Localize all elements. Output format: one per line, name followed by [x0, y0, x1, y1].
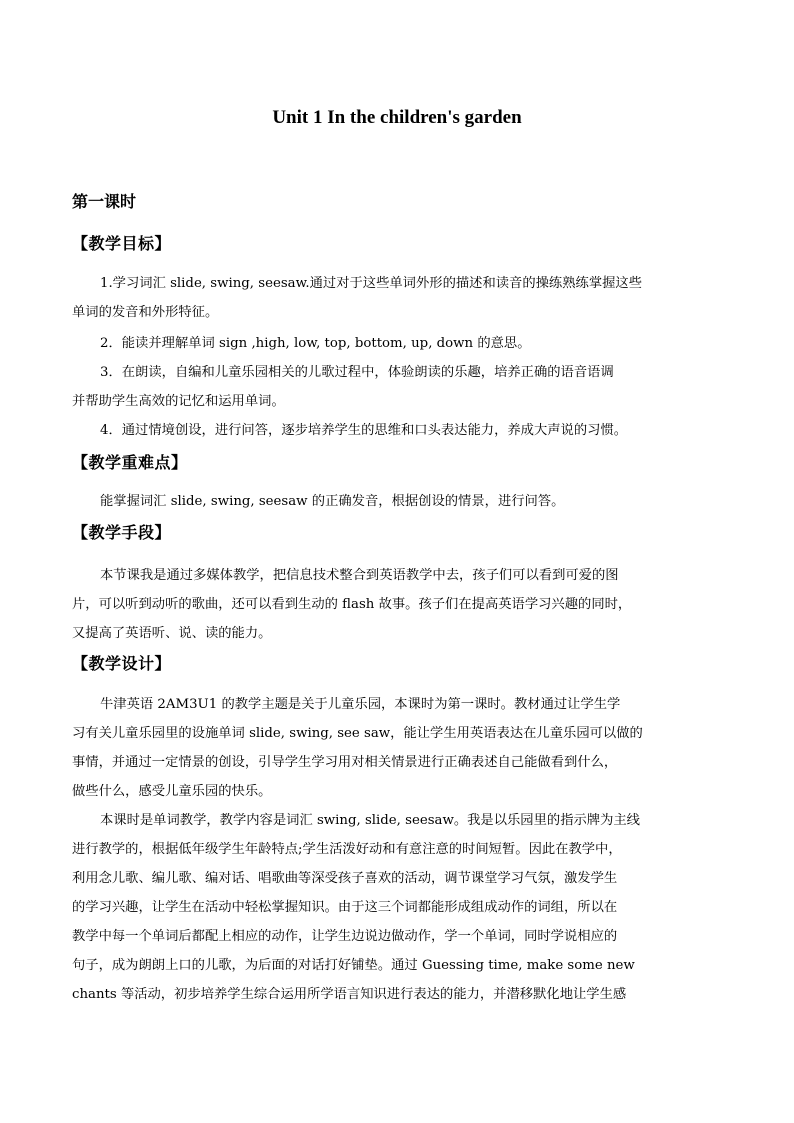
section-heading-methods: 【教学手段】	[72, 523, 172, 542]
text-line: 的学习兴趣，让学生在活动中轻松掌握知识。由于这三个词都能形成组成动作的词组，所以在	[72, 900, 618, 915]
text-line: 本课时是单词教学，教学内容是词汇 swing, slide, seesaw。我是以乐园里的指示牌为主线	[100, 813, 640, 828]
text-line: 本节课我是通过多媒体教学，把信息技术整合到英语教学中去，孩子们可以看到可爱的图	[100, 568, 619, 583]
objective-paragraph-4	[72, 416, 732, 445]
text-line: 片，可以听到动听的歌曲，还可以看到生动的 flash 故事。孩子们在提高英语学习兴趣的同时，	[72, 597, 632, 612]
text-line: 教学中每一个单词后都配上相应的动作，让学生边说边做动作，学一个单词，同时学说相应的	[72, 929, 618, 944]
text-line: 进行教学的，根据低年级学生年龄特点;学生活泼好动和有意注意的时间短暂。因此在教学中，	[72, 842, 622, 857]
text-line: 习有关儿童乐园里的设施单词 slide, swing, see saw，能让学生用英语表达在儿童乐园可以做的	[72, 726, 643, 741]
design-paragraph-2	[72, 806, 732, 1009]
section-heading-key-points: 【教学重难点】	[72, 453, 188, 472]
design-paragraph-1	[72, 690, 732, 806]
objective-paragraph-1	[72, 269, 732, 327]
text-line: chants 等活动，初步培养学生综合运用所学语言知识进行表达的能力，并潜移默化地让学生感	[72, 987, 627, 1002]
objective-paragraph-2	[72, 329, 732, 358]
text-line: 并帮助学生高效的记忆和运用单词。	[72, 394, 285, 409]
text-line: 事情，并通过一定情景的创设，引导学生学习用对相关情景进行正确表述自己能做看到什么，	[72, 755, 618, 770]
section-heading-objectives: 【教学目标】	[72, 234, 172, 253]
text-line: 单词的发音和外形特征。	[72, 305, 219, 320]
text-line: 3．在朗读，自编和儿童乐园相关的儿歌过程中，体验朗读的乐趣，培养正确的语音语调	[100, 365, 614, 380]
text-line: 牛津英语 2AM3U1 的教学主题是关于儿童乐园，本课时为第一课时。教材通过让学生学	[100, 697, 621, 712]
text-line: 4．通过情境创设，进行问答，逐步培养学生的思维和口头表达能力，养成大声说的习惯。	[100, 423, 628, 438]
section-heading-design: 【教学设计】	[72, 654, 172, 673]
text-line: 能掌握词汇 slide, swing, seesaw 的正确发音，根据创设的情景，进行问答。	[100, 494, 565, 509]
text-line: 又提高了英语听、说、读的能力。	[72, 626, 272, 641]
text-line: 句子，成为朗朗上口的儿歌，为后面的对话打好铺垫。通过 Guessing time, make some new	[72, 958, 635, 973]
key-points-paragraph	[72, 487, 732, 516]
lesson-label: 第一课时	[72, 192, 137, 211]
document-title: Unit 1 In the children's garden	[272, 107, 522, 128]
text-line: 2．能读并理解单词 sign ,high, low, top, bottom, up, down 的意思。	[100, 336, 531, 351]
objective-paragraph-3	[72, 358, 732, 416]
text-line: 1.学习词汇 slide, swing, seesaw.通过对于这些单词外形的描述和读音的操练熟练掌握这些	[100, 276, 643, 291]
methods-paragraph	[72, 561, 732, 648]
text-line: 利用念儿歌、编儿歌、编对话、唱歌曲等深受孩子喜欢的活动，调节课堂学习气氛，激发学生	[72, 871, 618, 886]
text-line: 做些什么，感受儿童乐园的快乐。	[72, 784, 272, 799]
